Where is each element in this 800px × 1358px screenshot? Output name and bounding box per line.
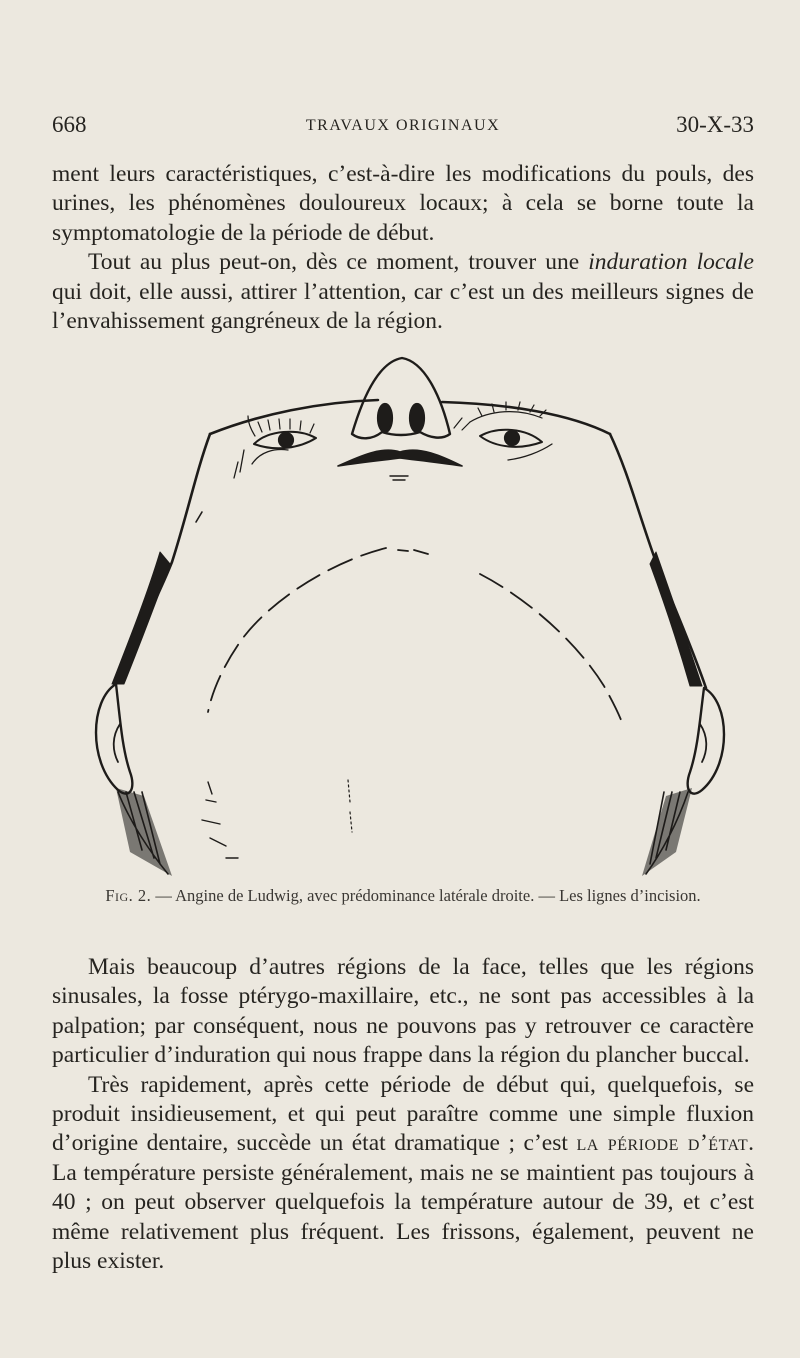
paragraph-1: ment leurs caractéristiques, c’est-à-dire les modifications du pouls, des urines, les phénomènes douloureux locaux; à cela se borne toute la symptomatologie de la période de début.: [52, 161, 754, 246]
text-block-top: [52, 160, 754, 336]
figure-illustration: [90, 352, 730, 882]
paragraph-2: [52, 248, 754, 336]
paragraph-4-end: . La température persiste généralement, mais ne se maintient pas toujours à 40 ; on peut observer quelquefois la température autour de 39, et c’est même relativement plus fréquent. Les frissons, également, peuvent ne plus exister.: [52, 1130, 754, 1275]
paragraph-3: Mais beaucoup d’autres régions de la face, telles que les régions sinusales, la fosse ptérygo-maxillaire, etc., ne sont pas accessibles à la palpation; par conséquent, nous ne pouvons pas y retrouver ce caractère particulier d’induration qui nous frappe dans la région du plancher buccal.: [52, 954, 754, 1069]
header-date: 30-X-33: [676, 112, 754, 137]
caption-text: — Angine de Ludwig, avec prédominance latérale droite. — Les lignes d’incision.: [151, 886, 701, 905]
paragraph-4-smallcaps: la période d’état: [576, 1130, 749, 1157]
paragraph-4: [52, 1071, 754, 1277]
paragraph-2-end: qui doit, elle aussi, attirer l’attention, car c’est un des meilleurs signes de l’envahissement gangréneux de la région.: [52, 278, 754, 335]
paragraph-4-start: Très rapidement, après cette période de début qui, quelquefois, se produit insidieusement, et qui peut paraître comme une simple fluxion d’origine dentaire, succède un état dramatique ; c’est: [52, 1071, 754, 1157]
page-number: 668: [52, 112, 87, 137]
page-header: [52, 112, 754, 142]
face-drawing: [90, 352, 730, 882]
text-block-bottom: [52, 953, 754, 1276]
caption-label: Fig. 2.: [105, 886, 152, 905]
running-title: TRAVAUX ORIGINAUX: [305, 117, 501, 134]
paragraph-2-italic: induration locale: [588, 249, 754, 276]
figure-caption: [52, 886, 754, 905]
paragraph-2-start: Tout au plus peut-on, dès ce moment, trouver une: [88, 249, 589, 276]
